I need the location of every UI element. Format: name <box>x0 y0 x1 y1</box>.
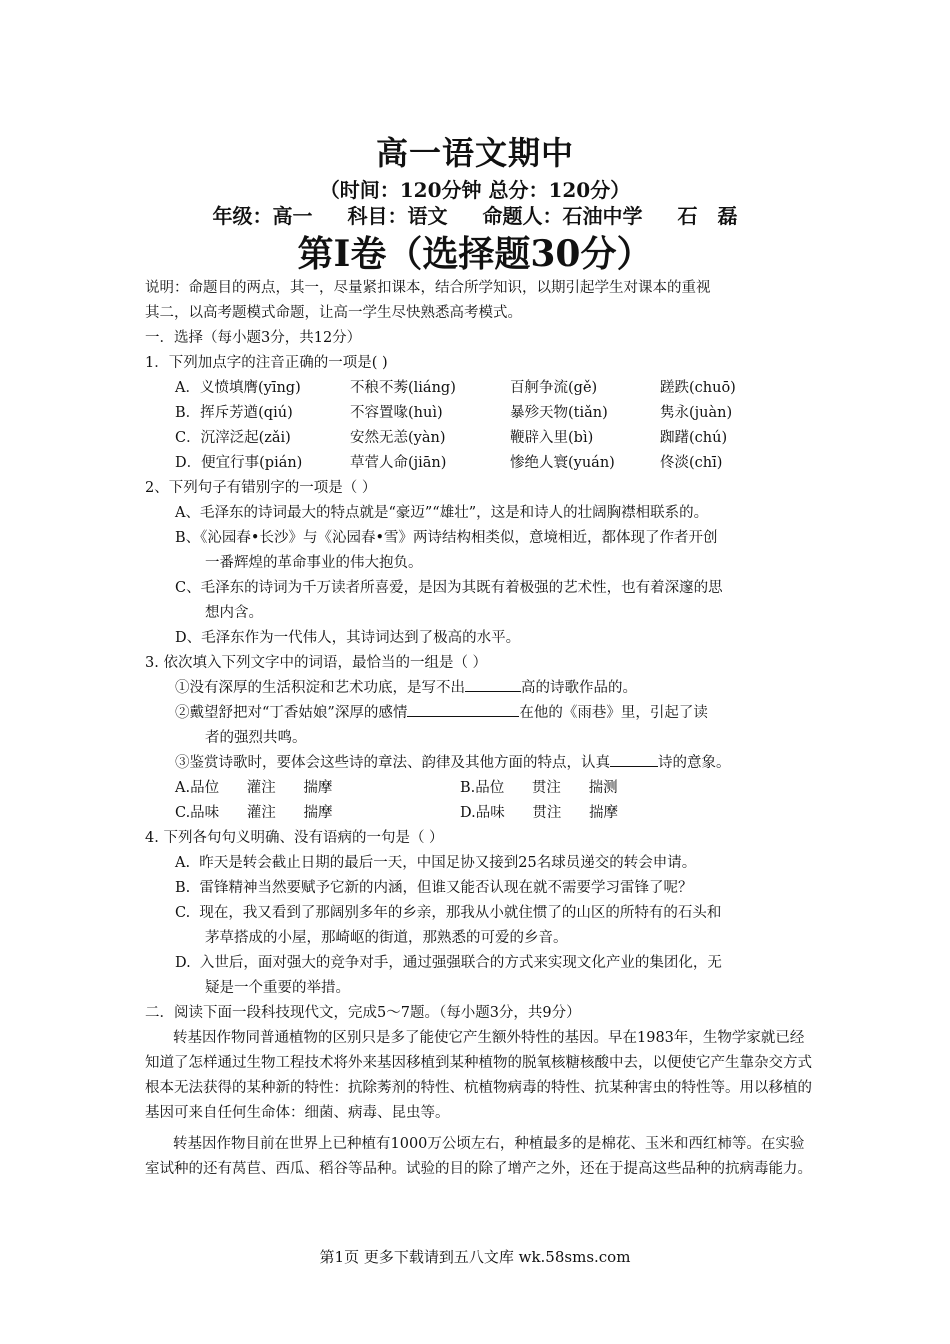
q1-option-item: 佟淡(chī) <box>660 455 723 471</box>
q1-option-item: C．沉滓泛起(zǎi) <box>175 430 291 446</box>
subject-label: 科目：语文 <box>347 204 448 228</box>
q3-s3-text-end: 诗的意象。 <box>658 755 731 771</box>
q1-option-row <box>145 401 815 426</box>
q2-option-d: D、毛泽东作为一代伟人，其诗词达到了极高的水平。 <box>175 630 521 646</box>
author-name: 石 磊 <box>677 204 738 228</box>
q1-option-item: 不容置喙(huì) <box>350 405 443 421</box>
q4-option-c: C. 现在，我又看到了那阔别多年的乡亲，那我从小就住惯了的山区的所特有的石头和 <box>175 905 722 921</box>
q3-s2-text-end: 在他的《雨巷》里，引起了读 <box>519 705 708 721</box>
q1-option-row <box>145 426 815 451</box>
q1-option-item: 隽永(juàn) <box>660 405 733 421</box>
q1-option-item: 蹉跌(chuō) <box>660 380 736 396</box>
q3-sentence-1 <box>145 676 815 701</box>
q2-stem: 2、下列句子有错别字的一项是（ ） <box>145 480 377 496</box>
q3-choice-d: D.品味 贯注 揣摩 <box>460 805 619 821</box>
q1-option-item: B．挥斥芳遒(qiú) <box>175 405 293 421</box>
passage-paragraph-2: 转基因作物目前在世界上已种植有1000万公顷左右，种植最多的是棉花、玉米和西红柿等。在实验室试种的还有莴苣、西瓜、稻谷等品种。试验的目的除了增产之外，还在于提高这些品种的抗病毒能力。 <box>145 1136 812 1177</box>
q2-option-b: B、《沁园春•长沙》与《沁园春•雪》两诗结构相类似，意境相近，都体现了作者开创 <box>175 530 718 546</box>
q4-option-c-cont: 茅草搭成的小屋，那崎岖的街道，那熟悉的可爱的乡音。 <box>205 930 568 946</box>
q3-s3-text: ③鉴赏诗歌时，要体会这些诗的章法、韵律及其他方面的特点，认真 <box>175 755 610 771</box>
q3-s1-text: ①没有深厚的生活积淀和艺术功底，是写不出 <box>175 680 465 696</box>
q4-option-a: A. 昨天是转会截止日期的最后一天，中国足协又接到25名球员递交的转会申请。 <box>175 855 697 871</box>
q1-option-item: 草菅人命(jiān) <box>350 455 447 471</box>
q1-option-item: 安然无恙(yàn) <box>350 430 446 446</box>
passage-paragraph-1: 转基因作物同普通植物的区别只是多了能使它产生额外特性的基因。早在1983年，生物学家就已经知道了怎样通过生物工程技术将外来基因移植到某种植物的脱氧核糖核酸中去，以便使它产生靠杂交方式根本无法获得的某种新的特性：抗除莠剂的特性、杭植物病毒的特性、抗某种害虫的特性等。用以移植的基因可来自任何生命体：细菌、病毒、昆虫等。 <box>145 1030 812 1121</box>
exam-body <box>145 276 815 1182</box>
part1-heading: 一．选择（每小题3分，共12分） <box>145 330 362 346</box>
q1-option-row <box>145 376 815 401</box>
q1-stem: 1．下列加点字的注音正确的一项是( ) <box>145 355 388 371</box>
exam-subtitle: （时间：120分钟 总分：120分） <box>319 178 631 202</box>
fill-blank <box>407 702 519 717</box>
q2-option-c-cont: 想内含。 <box>205 605 263 621</box>
author-label: 命题人：石油中学 <box>482 204 643 228</box>
q4-option-d: D. 入世后，面对强大的竞争对手，通过强强联合的方式来实现文化产业的集团化，无 <box>175 955 722 971</box>
exam-title: 高一语文期中 <box>375 134 574 172</box>
q3-choice-b: B.品位 贯注 揣测 <box>460 780 618 796</box>
q1-option-item: 惨绝人寰(yuán) <box>510 455 615 471</box>
q1-option-item: 百舸争流(gě) <box>510 380 598 396</box>
exam-meta <box>0 200 950 229</box>
q3-stem: 3. 依次填入下列文字中的词语，最恰当的一组是（ ） <box>145 655 488 671</box>
q1-option-item: 暴殄天物(tiǎn) <box>510 405 608 421</box>
page-footer: 第1页 更多下载请到五八文库 wk.58sms.com <box>319 1248 631 1266</box>
q4-option-b: B. 雷锋精神当然要赋予它新的内涵，但谁又能否认现在就不需要学习雷锋了呢？ <box>175 880 693 896</box>
intro-line-2: 其二，以高考题模式命题，让高一学生尽快熟悉高考模式。 <box>145 305 522 321</box>
q3-s1-text-end: 高的诗歌作品的。 <box>521 680 637 696</box>
q3-choices-row-2 <box>145 801 815 826</box>
q1-option-item: 踟躇(chú) <box>660 430 728 446</box>
q1-option-row <box>145 451 815 476</box>
fill-blank <box>610 752 658 767</box>
section-title: 第Ⅰ卷（选择题30分） <box>297 233 653 275</box>
q3-choice-c: C.品味 灌注 揣摩 <box>175 805 333 821</box>
q1-option-item: 鞭辟入里(bì) <box>510 430 594 446</box>
q2-option-a: A、毛泽东的诗词最大的特点就是“豪迈”“雄壮”，这是和诗人的壮阔胸襟相联系的。 <box>175 505 709 521</box>
q1-option-item: 不稂不莠(liáng) <box>350 380 456 396</box>
q1-options <box>145 376 815 476</box>
q3-choice-a: A.品位 灌注 揣摩 <box>175 780 333 796</box>
q2-option-c: C、毛泽东的诗词为千万读者所喜爱，是因为其既有着极强的艺术性，也有着深邃的思 <box>175 580 723 596</box>
intro-line-1: 说明：命题目的两点，其一，尽量紧扣课本，结合所学知识，以期引起学生对课本的重视 <box>145 280 711 296</box>
q3-sentence-2-cont: 者的强烈共鸣。 <box>205 730 307 746</box>
q4-stem: 4. 下列各句句义明确、没有语病的一句是（ ） <box>145 830 444 846</box>
grade-label: 年级：高一 <box>212 204 313 228</box>
q2-option-b-cont: 一番辉煌的革命事业的伟大抱负。 <box>205 555 423 571</box>
q1-option-item: A．义愤填膺(yīng) <box>175 380 301 396</box>
q1-option-item: D．便宜行事(pián) <box>175 455 303 471</box>
q3-choices-row-1 <box>145 776 815 801</box>
q3-sentence-2 <box>145 701 815 726</box>
fill-blank <box>465 677 521 692</box>
q3-sentence-3 <box>145 751 815 776</box>
q3-s2-text: ②戴望舒把对“丁香姑娘”深厚的感情 <box>175 705 408 721</box>
part2-heading: 二．阅读下面一段科技现代文，完成5～7题。（每小题3分，共9分） <box>145 1005 581 1021</box>
q4-option-d-cont: 疑是一个重要的举措。 <box>205 980 350 996</box>
